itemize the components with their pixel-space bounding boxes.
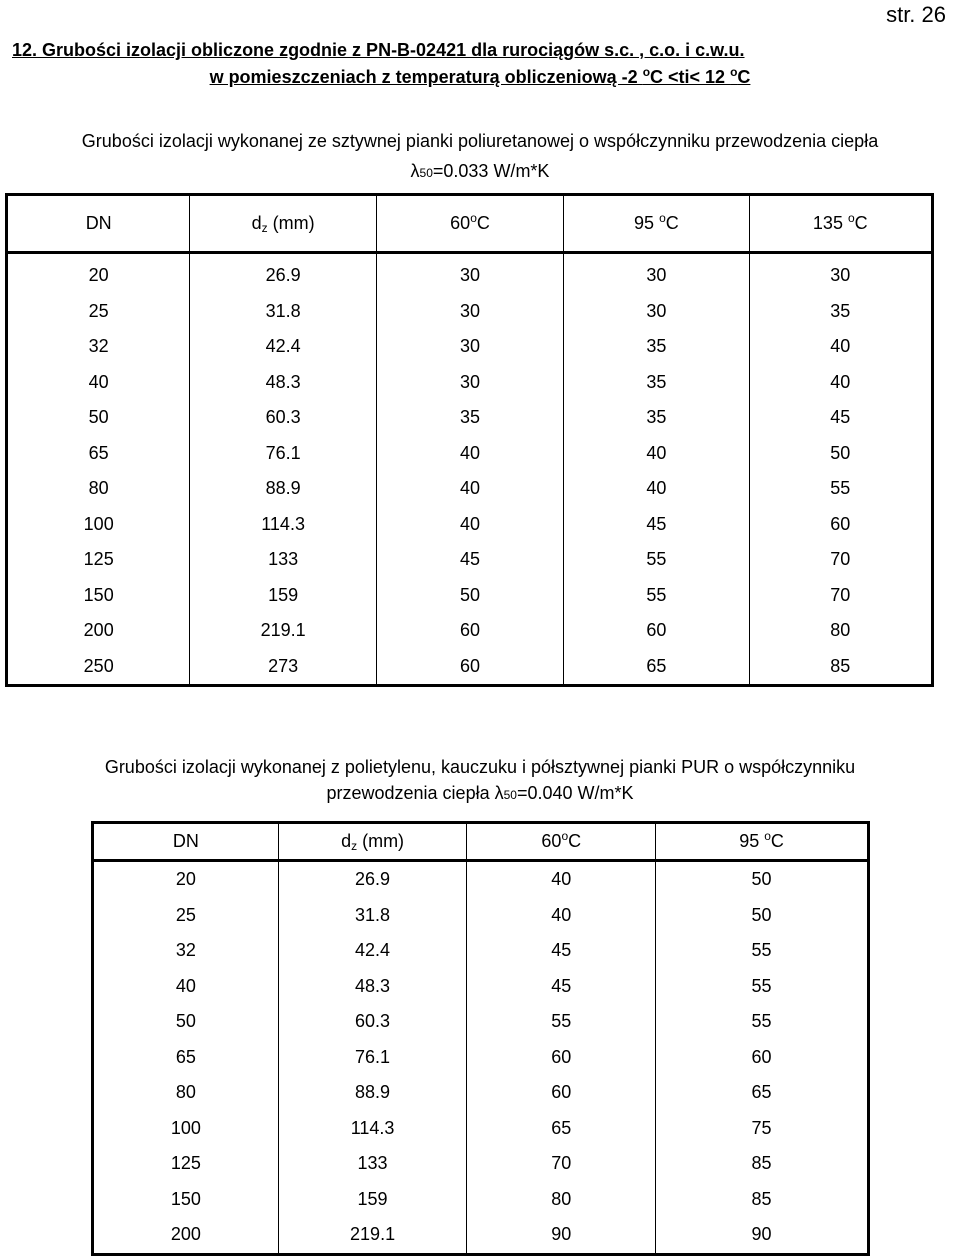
degree-sup: o [642, 65, 651, 79]
table2-row [93, 969, 869, 1005]
table1-cell: 40 [564, 436, 749, 472]
table1-cell: 200 [83, 620, 114, 641]
table1-cell: 60 [376, 613, 563, 649]
table2-header-sub: z [351, 839, 358, 853]
table2-cell: 65 [467, 1111, 656, 1147]
table1-cell: 45 [749, 400, 932, 436]
table2-cell: 219.1 [278, 1217, 467, 1254]
table1-cell: 159 [190, 578, 376, 614]
table2-cell: 55 [467, 1004, 656, 1040]
table2-header-cell [656, 823, 869, 861]
table2-cell: 65 [175, 1046, 196, 1067]
table1-row [7, 329, 933, 365]
table1-cell: 45 [376, 542, 563, 578]
table2-cell: 76.1 [278, 1040, 467, 1076]
table2-row [93, 861, 869, 898]
table1-header-pre: 60 [450, 213, 471, 233]
table1-header-post: (mm) [267, 213, 315, 233]
table1-cell: 40 [749, 365, 932, 401]
lambda-symbol: λ [410, 161, 420, 181]
table2-description-line-1: Grubości izolacji wykonanej z polietylenu, kauczuku i półsztywnej pianki PUR o współczynniku [104, 757, 856, 777]
table1-header-cell [749, 195, 932, 253]
table1-cell: 100 [83, 513, 114, 534]
table2-cell: 60 [656, 1040, 869, 1076]
table2-cell: 90 [467, 1217, 656, 1254]
table1-header-cell [190, 195, 376, 253]
lambda-subscript: 50 [419, 166, 433, 180]
table2-cell: 50 [175, 1011, 196, 1032]
table1-cell: 35 [749, 294, 932, 330]
table2-row [93, 1111, 869, 1147]
table1-row [7, 507, 933, 543]
table2-cell: 70 [467, 1146, 656, 1182]
table2-cell: 55 [656, 969, 869, 1005]
table1-header-row [7, 195, 933, 253]
table2-cell: 85 [656, 1182, 869, 1218]
table2-cell: 200 [170, 1224, 201, 1245]
table2-cell: 45 [467, 933, 656, 969]
table2-cell: 100 [170, 1117, 201, 1138]
title-text-c: C [737, 67, 751, 87]
table1-cell: 30 [564, 253, 749, 294]
table1-description-line-2 [0, 156, 960, 188]
table2-cell: 42.4 [278, 933, 467, 969]
insulation-table-pe-rubber [91, 821, 870, 1256]
table2-cell: 55 [656, 1004, 869, 1040]
table1-cell: 50 [88, 407, 109, 428]
table2-cell: 75 [656, 1111, 869, 1147]
table2-header-pre: 60 [541, 831, 562, 851]
table2-cell: 32 [175, 940, 196, 961]
table2-header-sup: o [561, 829, 569, 843]
table1-cell: 32 [88, 336, 109, 357]
table2-cell: 48.3 [278, 969, 467, 1005]
table1-cell: 88.9 [190, 471, 376, 507]
table1-cell: 80 [88, 478, 109, 499]
table1-cell: 30 [376, 329, 563, 365]
table1-cell: 45 [564, 507, 749, 543]
table1-cell: 60 [749, 507, 932, 543]
table1-header-post: C [854, 213, 868, 233]
table1-cell: 40 [376, 471, 563, 507]
table1-cell: 25 [88, 300, 109, 321]
table1-cell: 80 [749, 613, 932, 649]
table2-cell: 114.3 [278, 1111, 467, 1147]
table1-cell: 65 [88, 442, 109, 463]
table1-header-post: C [665, 213, 679, 233]
table1-cell: 150 [83, 584, 114, 605]
lambda-value: =0.033 W/m*K [432, 161, 550, 181]
table1-row [7, 542, 933, 578]
table2-description-text: przewodzenia ciepła λ [326, 783, 504, 803]
table2-row [93, 1075, 869, 1111]
table2-header-pre: DN [172, 831, 199, 851]
table1-cell: 50 [749, 436, 932, 472]
table1-row [7, 400, 933, 436]
table2-row [93, 933, 869, 969]
table1-cell: 60.3 [190, 400, 376, 436]
table1-cell: 40 [376, 436, 563, 472]
table1-header-sup: o [847, 211, 855, 225]
table1-header-sub: z [261, 221, 268, 235]
insulation-table-pur-rigid [5, 193, 934, 687]
table1-cell: 35 [564, 365, 749, 401]
table1-header-cell [7, 195, 190, 253]
table1-row [7, 578, 933, 614]
table2-header-post: C [568, 831, 582, 851]
table2-header-pre: d [341, 831, 352, 851]
table2-cell: 85 [656, 1146, 869, 1182]
table1-cell: 20 [88, 265, 109, 286]
table2-row [93, 1004, 869, 1040]
table2-cell: 40 [467, 898, 656, 934]
table1-cell: 50 [376, 578, 563, 614]
table1-cell: 30 [376, 294, 563, 330]
table2-header-row [93, 823, 869, 861]
table2-header-pre: 95 [739, 831, 765, 851]
lambda-subscript: 50 [503, 788, 517, 802]
table2-cell: 60.3 [278, 1004, 467, 1040]
table1-cell: 40 [564, 471, 749, 507]
table1-cell: 65 [564, 649, 749, 686]
table2-cell: 50 [656, 861, 869, 898]
title-text-b: C <ti< 12 [650, 67, 731, 87]
table1-cell: 70 [749, 542, 932, 578]
table2-row [93, 898, 869, 934]
table1-row [7, 365, 933, 401]
table1-header-cell [376, 195, 563, 253]
table1-cell: 55 [564, 578, 749, 614]
table2-cell: 40 [467, 861, 656, 898]
table2-header-cell [278, 823, 467, 861]
table1-cell: 40 [88, 371, 109, 392]
table1-cell: 40 [749, 329, 932, 365]
table1-header-post: C [476, 213, 490, 233]
table1-header-sup: o [470, 211, 477, 225]
table1-cell: 273 [190, 649, 376, 686]
table1-cell: 35 [564, 329, 749, 365]
table1-cell: 85 [749, 649, 932, 686]
table1-cell: 60 [564, 613, 749, 649]
table1-cell: 42.4 [190, 329, 376, 365]
table2-cell: 150 [170, 1188, 201, 1209]
table1-cell: 48.3 [190, 365, 376, 401]
table2-row [93, 1040, 869, 1076]
table1-cell: 55 [749, 471, 932, 507]
table1-cell: 35 [376, 400, 563, 436]
table2-cell: 125 [170, 1153, 201, 1174]
table1-header-cell [564, 195, 749, 253]
table1-row [7, 253, 933, 294]
table2-cell: 88.9 [278, 1075, 467, 1111]
table1-cell: 30 [376, 253, 563, 294]
table2-cell: 65 [656, 1075, 869, 1111]
table2-row [93, 1217, 869, 1254]
table1-description-line-1: Grubości izolacji wykonanej ze sztywnej pianki poliuretanowej o współczynniku przewodzenia ciepła [81, 131, 879, 151]
table1-row [7, 613, 933, 649]
table1-cell: 219.1 [190, 613, 376, 649]
table1-cell: 114.3 [190, 507, 376, 543]
table2-header-post: (mm) [357, 831, 405, 851]
degree-sup: o [730, 65, 738, 79]
table1-cell: 133 [190, 542, 376, 578]
table1-cell: 30 [376, 365, 563, 401]
table2-description [0, 754, 960, 808]
title-text-a: w pomieszczeniach z temperaturą obliczeniową -2 [209, 67, 643, 87]
table2-cell: 45 [467, 969, 656, 1005]
table2-cell: 20 [175, 869, 196, 890]
table2-header-cell [467, 823, 656, 861]
page-number: str. 26 [886, 2, 946, 27]
table1-cell: 40 [376, 507, 563, 543]
table1-description [0, 126, 960, 188]
table2-cell: 133 [278, 1146, 467, 1182]
section-title-line-1: 12. Grubości izolacji obliczone zgodnie z PN-B-02421 dla rurociągów s.c. , c.o. i c.w.u. [12, 40, 745, 60]
table1-cell: 55 [564, 542, 749, 578]
table2-cell: 25 [175, 904, 196, 925]
table1-row [7, 471, 933, 507]
table2-cell: 55 [656, 933, 869, 969]
table2-cell: 40 [175, 975, 196, 996]
table2-cell: 60 [467, 1040, 656, 1076]
table2-cell: 90 [656, 1217, 869, 1254]
table1-cell: 70 [749, 578, 932, 614]
table2-cell: 80 [175, 1082, 196, 1103]
table1-row [7, 649, 933, 686]
table2-description-line-2 [0, 780, 960, 808]
table2-cell: 26.9 [278, 861, 467, 898]
table2-row [93, 1146, 869, 1182]
table1-header-pre: 135 [812, 213, 848, 233]
table1-cell: 30 [564, 294, 749, 330]
table1-header-pre: DN [85, 213, 112, 233]
table1-row [7, 294, 933, 330]
table1-cell: 60 [376, 649, 563, 686]
table2-cell: 50 [656, 898, 869, 934]
table2-header-sup: o [764, 829, 771, 843]
table1-header-sup: o [659, 211, 666, 225]
table1-cell: 76.1 [190, 436, 376, 472]
table2-cell: 31.8 [278, 898, 467, 934]
table1-cell: 125 [83, 549, 114, 570]
table2-cell: 60 [467, 1075, 656, 1111]
table2-row [93, 1182, 869, 1218]
table2-cell: 159 [278, 1182, 467, 1218]
table2-header-post: C [770, 831, 784, 851]
table1-cell: 30 [749, 253, 932, 294]
lambda-value: =0.040 W/m*K [516, 783, 634, 803]
section-title-line-2 [0, 67, 960, 88]
table1-cell: 250 [83, 655, 114, 676]
table1-row [7, 436, 933, 472]
table1-cell: 26.9 [190, 253, 376, 294]
table1-header-pre: d [251, 213, 262, 233]
table2-cell: 80 [467, 1182, 656, 1218]
table1-cell: 31.8 [190, 294, 376, 330]
table2-header-cell [93, 823, 279, 861]
table1-cell: 35 [564, 400, 749, 436]
table1-header-pre: 95 [634, 213, 660, 233]
